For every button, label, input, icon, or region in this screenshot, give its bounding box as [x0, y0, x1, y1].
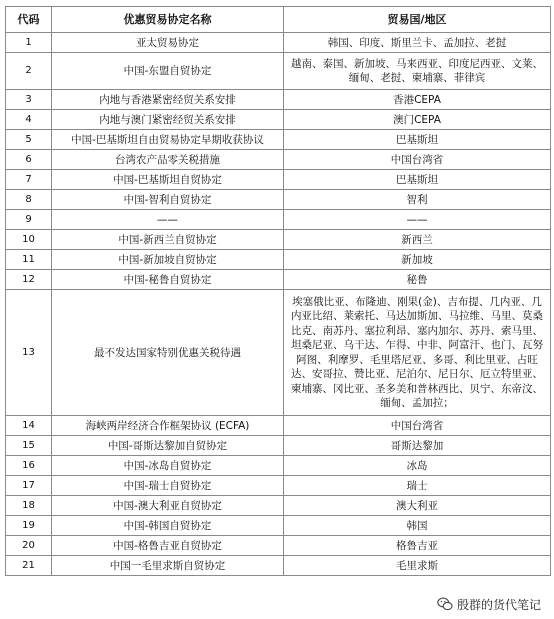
- table-row: [6, 416, 551, 436]
- cell-trade-region: 新西兰: [284, 230, 551, 250]
- cell-agreement-name: 中国-东盟自贸协定: [52, 53, 284, 90]
- cell-code: 2: [6, 53, 52, 90]
- cell-trade-region: 澳大利亚: [284, 496, 551, 516]
- cell-trade-region: 秘鲁: [284, 270, 551, 290]
- cell-agreement-name: 中国-哥斯达黎加自贸协定: [52, 436, 284, 456]
- table-row: [6, 270, 551, 290]
- table-row: [6, 290, 551, 416]
- cell-agreement-name: 台湾农产品零关税措施: [52, 150, 284, 170]
- cell-trade-region: 埃塞俄比亚、布隆迪、刚果(金)、吉布提、几内亚、几内亚比绍、莱索托、马达加斯加、马拉维、马里、莫桑比克、南苏丹、塞拉利昂、塞内加尔、苏丹、索马里、坦桑尼亚、乌干达、乍得、中非、阿富汗、也门、瓦努阿图、利摩罗、毛里塔尼亚、多哥、利比里亚、占旺达、安哥拉、赞比亚、尼泊尔、尼日尔、厄立特里亚、柬埔寨、冈比亚、圣多美和普林西比、贝宁、东帝汶、缅甸、孟加拉；: [284, 290, 551, 416]
- cell-trade-region: 韩国: [284, 516, 551, 536]
- cell-code: 11: [6, 250, 52, 270]
- cell-agreement-name: 中国-冰岛自贸协定: [52, 456, 284, 476]
- cell-agreement-name: 内地与澳门紧密经贸关系安排: [52, 110, 284, 130]
- cell-trade-region: 巴基斯坦: [284, 130, 551, 150]
- cell-trade-region: 巴基斯坦: [284, 170, 551, 190]
- cell-code: 13: [6, 290, 52, 416]
- cell-code: 6: [6, 150, 52, 170]
- cell-trade-region: 新加坡: [284, 250, 551, 270]
- cell-code: 15: [6, 436, 52, 456]
- table-header-row: [6, 7, 551, 33]
- cell-agreement-name: ——: [52, 210, 284, 230]
- cell-trade-region: 越南、泰国、新加坡、马来西亚、印度尼西亚、文莱、缅甸、老挝、柬埔寨、菲律宾: [284, 53, 551, 90]
- cell-code: 7: [6, 170, 52, 190]
- table-row: [6, 170, 551, 190]
- cell-code: 10: [6, 230, 52, 250]
- cell-trade-region: 格鲁吉亚: [284, 536, 551, 556]
- table-row: [6, 536, 551, 556]
- table-row: [6, 53, 551, 90]
- cell-agreement-name: 中国-巴基斯坦自贸协定: [52, 170, 284, 190]
- table-row: [6, 210, 551, 230]
- cell-trade-region: 哥斯达黎加: [284, 436, 551, 456]
- cell-trade-region: 香港CEPA: [284, 90, 551, 110]
- table-row: [6, 476, 551, 496]
- watermark-text: 殷群的货代笔记: [456, 597, 541, 612]
- cell-code: 20: [6, 536, 52, 556]
- table-row: [6, 130, 551, 150]
- table-row: [6, 436, 551, 456]
- header-code: 代码: [6, 7, 52, 33]
- cell-trade-region: 澳门CEPA: [284, 110, 551, 130]
- cell-agreement-name: 中国-秘鲁自贸协定: [52, 270, 284, 290]
- cell-trade-region: 瑞士: [284, 476, 551, 496]
- table-row: [6, 230, 551, 250]
- table-row: [6, 250, 551, 270]
- cell-code: 1: [6, 33, 52, 53]
- cell-agreement-name: 中国-新西兰自贸协定: [52, 230, 284, 250]
- cell-code: 19: [6, 516, 52, 536]
- trade-agreement-table: [5, 6, 551, 576]
- cell-agreement-name: 中国-格鲁吉亚自贸协定: [52, 536, 284, 556]
- cell-trade-region: 中国台湾省: [284, 150, 551, 170]
- table-row: [6, 456, 551, 476]
- cell-code: 21: [6, 556, 52, 576]
- table-row: [6, 190, 551, 210]
- cell-agreement-name: 内地与香港紧密经贸关系安排: [52, 90, 284, 110]
- cell-code: 16: [6, 456, 52, 476]
- cell-code: 3: [6, 90, 52, 110]
- cell-agreement-name: 中国一毛里求斯自贸协定: [52, 556, 284, 576]
- cell-code: 5: [6, 130, 52, 150]
- cell-agreement-name: 中国-瑞士自贸协定: [52, 476, 284, 496]
- cell-trade-region: 韩国、印度、斯里兰卡、孟加拉、老挝: [284, 33, 551, 53]
- cell-code: 14: [6, 416, 52, 436]
- table-row: [6, 90, 551, 110]
- header-agreement-name: 优惠贸易协定名称: [52, 7, 284, 33]
- cell-agreement-name: 中国-巴基斯坦自由贸易协定早期收获协议: [52, 130, 284, 150]
- wechat-icon: [437, 596, 453, 612]
- cell-trade-region: 中国台湾省: [284, 416, 551, 436]
- cell-agreement-name: 中国-新加坡自贸协定: [52, 250, 284, 270]
- cell-agreement-name: 中国-韩国自贸协定: [52, 516, 284, 536]
- cell-agreement-name: 海峡两岸经济合作框架协议 (ECFA): [52, 416, 284, 436]
- cell-agreement-name: 中国-智利自贸协定: [52, 190, 284, 210]
- table-row: [6, 150, 551, 170]
- cell-code: 9: [6, 210, 52, 230]
- cell-trade-region: 毛里求斯: [284, 556, 551, 576]
- cell-trade-region: ——: [284, 210, 551, 230]
- cell-trade-region: 冰岛: [284, 456, 551, 476]
- table-row: [6, 516, 551, 536]
- cell-agreement-name: 亚太贸易协定: [52, 33, 284, 53]
- cell-code: 8: [6, 190, 52, 210]
- cell-code: 12: [6, 270, 52, 290]
- table-row: [6, 556, 551, 576]
- cell-trade-region: 智利: [284, 190, 551, 210]
- header-trade-region: 贸易国/地区: [284, 7, 551, 33]
- table-body: [6, 33, 551, 576]
- cell-agreement-name: 最不发达国家特别优惠关税待遇: [52, 290, 284, 416]
- cell-code: 18: [6, 496, 52, 516]
- table-row: [6, 33, 551, 53]
- cell-code: 17: [6, 476, 52, 496]
- cell-agreement-name: 中国-澳大利亚自贸协定: [52, 496, 284, 516]
- cell-code: 4: [6, 110, 52, 130]
- table-row: [6, 496, 551, 516]
- table-row: [6, 110, 551, 130]
- watermark: [434, 595, 544, 613]
